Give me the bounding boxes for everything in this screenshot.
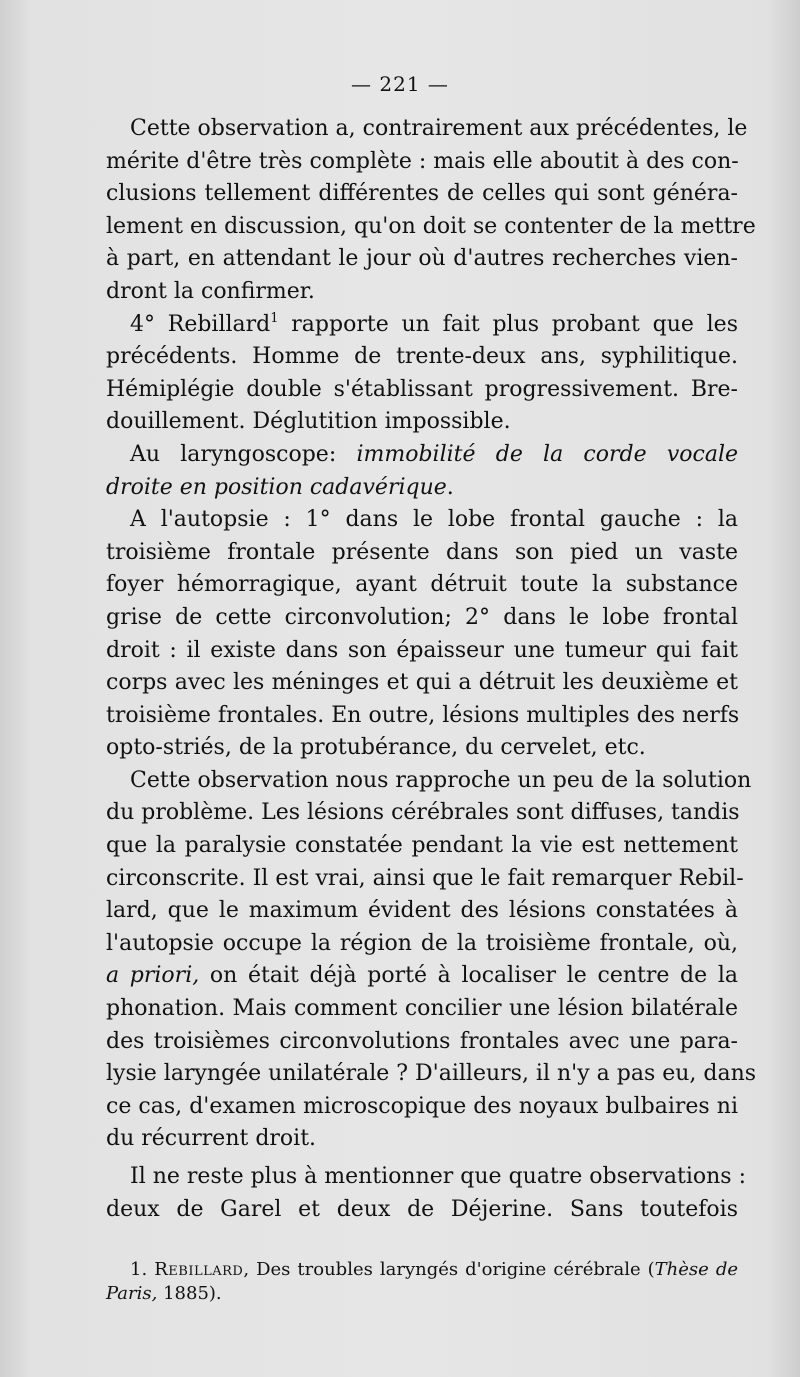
- footnote-line: [106, 1258, 738, 1282]
- text-line: circonscrite. Il est vrai, ainsi que le fait remarquer Rebil-: [106, 865, 744, 891]
- text-run: rapporte un fait plus probant que les: [278, 311, 738, 337]
- paragraph-4: [106, 504, 738, 765]
- text-line: dront la confirmer.: [106, 278, 315, 304]
- text-line: corps avec les méninges et qui a détruit les deuxième et: [106, 670, 738, 696]
- text-run: 1885).: [157, 1283, 222, 1304]
- text-run: 4° Rebillard: [130, 311, 271, 337]
- text-line: clusions tellement différentes de celles qui sont généra-: [106, 181, 738, 207]
- text-line: mérite d'être très complète : mais elle aboutit à des con-: [106, 148, 739, 174]
- text-run: Au laryngoscope:: [130, 441, 357, 467]
- text-line: ce cas, d'examen microscopique des noyaux bulbaires ni: [106, 1093, 738, 1119]
- text-line: droit : il existe dans son épaisseur une tumeur qui fait: [106, 637, 738, 663]
- text-line: lysie laryngée unilatérale ? D'ailleurs, il n'y a pas eu, dans: [106, 1061, 757, 1087]
- paragraph-1: [106, 113, 756, 309]
- text-line: [106, 439, 738, 472]
- text-run: .: [446, 474, 454, 500]
- body-text: [106, 113, 757, 1226]
- italic-run: droite en position cadavérique: [106, 474, 447, 500]
- italic-run: a priori,: [106, 963, 200, 989]
- text-line: [106, 960, 738, 993]
- text-line: [106, 472, 738, 505]
- text-line: foyer hémorragique, ayant détruit toute la substance: [106, 572, 738, 598]
- text-line: troisième frontale présente dans son pied un vaste: [106, 539, 738, 565]
- text-line: des troisièmes circonvolutions frontales avec une para-: [106, 1028, 738, 1054]
- text-line: Cette observation nous rapproche un peu de la solution: [130, 767, 752, 793]
- footnote-author: Rebillard: [154, 1259, 244, 1280]
- footnote: [106, 1258, 738, 1306]
- text-line: grise de cette circonvolution; 2° dans le lobe frontal: [106, 604, 738, 630]
- paragraph-6: [106, 1161, 746, 1226]
- text-line: troisième frontales. En outre, lésions multiples des nerfs: [106, 702, 740, 728]
- text-line: douillement. Déglutition impossible.: [106, 409, 511, 435]
- italic-run: Paris,: [106, 1283, 158, 1304]
- text-line: [106, 309, 738, 342]
- page-number: — 221 —: [351, 72, 449, 96]
- text-line: du problème. Les lésions cérébrales sont diffuses, tandis: [106, 800, 740, 826]
- text-run: on était déjà porté à localiser le centre de la: [199, 963, 738, 989]
- text-run: , Des troubles laryngés d'origine cérébrale (: [243, 1259, 655, 1280]
- text-line: du récurrent droit.: [106, 1126, 317, 1152]
- text-line: précédents. Homme de trente-deux ans, syphilitique.: [106, 344, 738, 370]
- footnote-marker: 1.: [130, 1259, 148, 1280]
- paragraph-5: [106, 765, 757, 1156]
- text-line: à part, en attendant le jour où d'autres recherches vien-: [106, 246, 738, 272]
- text-line: que la paralysie constatée pendant la vie est nettement: [106, 833, 738, 859]
- italic-run: immobilité de la corde vocale: [356, 441, 739, 467]
- text-line: Hémiplégie double s'établissant progressivement. Bre-: [106, 376, 738, 402]
- footnote-ref: 1: [270, 310, 279, 326]
- italic-run: Thèse de: [654, 1259, 738, 1280]
- text-line: A l'autopsie : 1° dans le lobe frontal gauche : la: [130, 507, 738, 533]
- paragraph-3: [106, 439, 738, 504]
- footnote-line: [106, 1282, 738, 1306]
- text-line: Il ne reste plus à mentionner que quatre observations :: [130, 1164, 746, 1189]
- text-line: Cette observation a, contrairement aux précédentes, le: [130, 116, 748, 141]
- text-line: opto-striés, de la protubérance, du cervelet, etc.: [106, 735, 646, 761]
- text-line: lard, que le maximum évident des lésions constatées à: [106, 898, 738, 924]
- text-line: phonation. Mais comment concilier une lésion bilatérale: [106, 996, 738, 1022]
- text-line: lement en discussion, qu'on doit se contenter de la mettre: [106, 213, 756, 239]
- paragraph-2: [106, 309, 738, 439]
- text-line: l'autopsie occupe la région de la troisième frontale, où,: [106, 930, 738, 956]
- text-line: deux de Garel et deux de Déjerine. Sans toutefois: [106, 1196, 738, 1222]
